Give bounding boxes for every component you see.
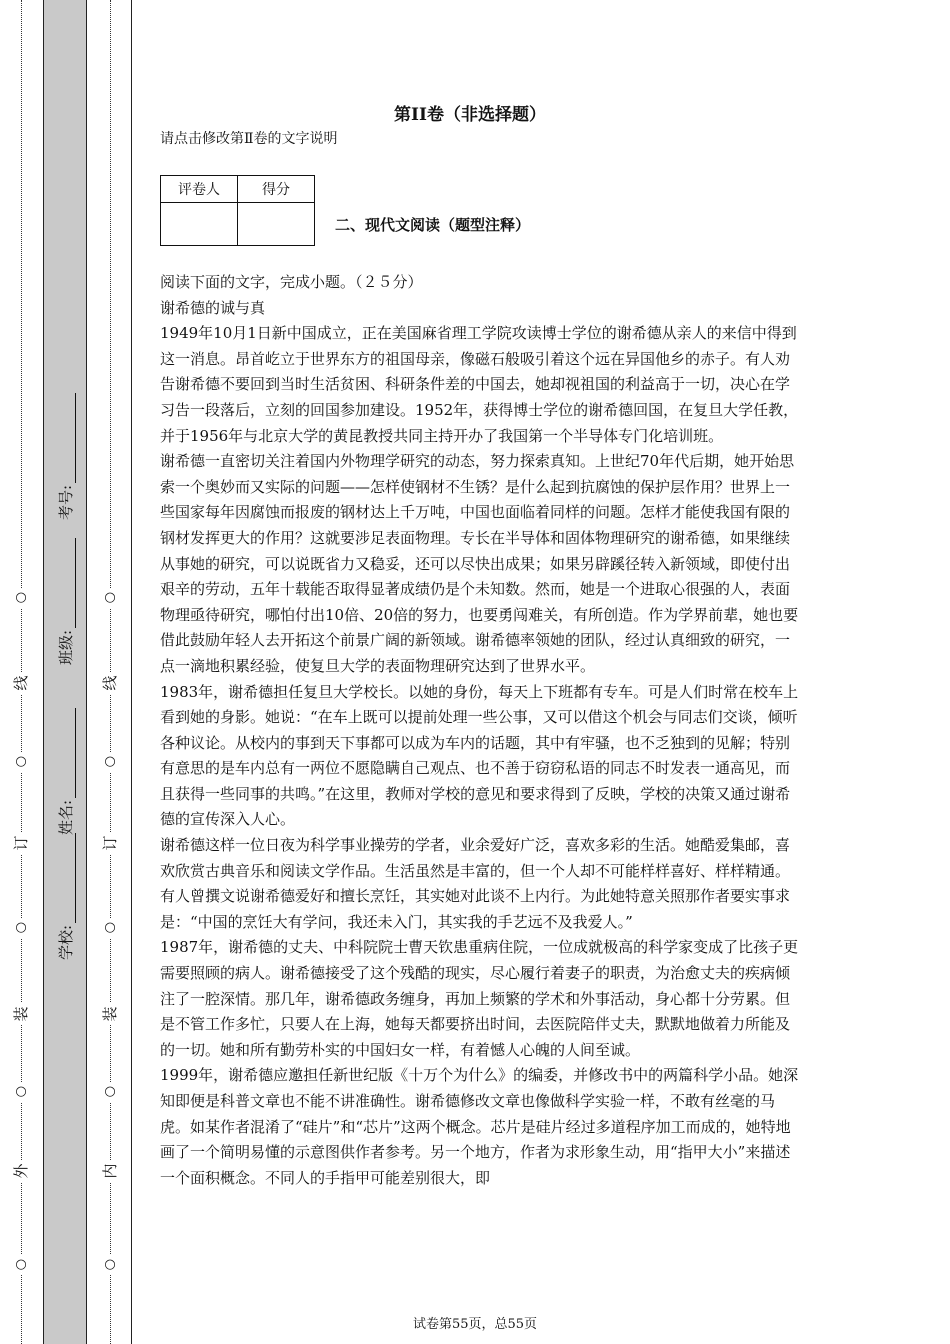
- inner-circle-mark: ○: [100, 588, 120, 608]
- inner-ding-mark: 订: [99, 832, 121, 854]
- margin-rule-3: [131, 0, 132, 1344]
- exam-no-field[interactable]: [55, 393, 76, 520]
- name-field[interactable]: [55, 708, 76, 835]
- outer-circle-mark: ○: [11, 1082, 31, 1102]
- passage-title: 谢希德的诚与真: [160, 298, 266, 317]
- grader-header: 评卷人: [161, 176, 238, 203]
- school-field[interactable]: [55, 833, 76, 960]
- class-field[interactable]: [55, 538, 76, 665]
- paragraph: 1949年10月1日新中国成立，正在美国麻省理工学院攻读博士学位的谢希德从亲人的来信中得到这一消息。昂首屹立于世界东方的祖国母亲，像磁石般吸引着这个远在异国他乡的赤子。有人劝告谢希德不要回到当时生活贫困、科研条件差的中国去，她却视祖国的利益高于一切，决心在学习告一段落后，立刻的回国参加建设。1952年，获得博士学位的谢希德回国，在复旦大学任教，并于1956年与北京大学的黄昆教授共同主持开办了我国第一个半导体专门化培训班。: [160, 324, 799, 445]
- outer-circle-mark: ○: [11, 918, 31, 938]
- inner-circle-mark: ○: [100, 1255, 120, 1275]
- page-title: 第II卷（非选择题）: [394, 105, 546, 125]
- binding-margin: [0, 0, 135, 1344]
- inner-zhuang-mark: 装: [99, 1003, 121, 1025]
- score-header: 得分: [238, 176, 315, 203]
- class-blank[interactable]: [61, 538, 76, 628]
- grader-cell[interactable]: [161, 203, 238, 246]
- reading-passage: [160, 270, 800, 1191]
- paragraph: 谢希德这样一位日夜为科学事业操劳的学者，业余爱好广泛，喜欢多彩的生活。她酷爱集邮，喜欢欣赏古典音乐和阅读文学作品。生活虽然是丰富的，但一个人却不可能样样喜好、样样精通。有人曾撰文说谢希德爱好和擅长烹饪，其实她对此谈不上内行。为此她特意关照那作者要实事求是：“中国的烹饪大有学问，我还未入门，其实我的手艺远不及我爱人。”: [160, 836, 791, 931]
- instruction: 阅读下面的文字，完成小题。（２５分）: [160, 273, 423, 291]
- outer-circle-mark: ○: [11, 752, 31, 772]
- section-title: 二、现代文阅读（题型注释）: [335, 216, 531, 234]
- paragraph: 1999年，谢希德应邀担任新世纪版《十万个为什么》的编委，并修改书中的两篇科学小品。她深知即便是科普文章也不能不讲准确性。谢希德修改文章也像做科学实验一样，不敢有丝毫的马虎。如某作者混淆了“硅片”和“芯片”这两个概念。芯片是硅片经过多道程序加工而成的，她特地画了一个简明易懂的示意图供作者参考。另一个地方，作者为求形象生动，用“指甲大小”来描述一个面积概念。不同人的手指甲可能差别很大，即: [160, 1066, 799, 1187]
- exam-no-label: 考号:: [57, 484, 75, 520]
- outer-xian-mark: 线: [10, 672, 32, 694]
- part-description[interactable]: 请点击修改第Ⅱ卷的文字说明: [160, 131, 338, 147]
- inner-circle-mark: ○: [100, 918, 120, 938]
- outer-circle-mark: ○: [11, 1255, 31, 1275]
- class-label: 班级:: [57, 629, 75, 665]
- score-table: [160, 175, 315, 246]
- school-label: 学校:: [57, 924, 75, 960]
- exam-no-blank[interactable]: [61, 393, 76, 483]
- paragraph: 1983年，谢希德担任复旦大学校长。以她的身份，每天上下班都有专车。可是人们时常在校车上看到她的身影。她说：“在车上既可以提前处理一些公事，又可以借这个机会与同志们交谈，倾听各种议论。从校内的事到天下事都可以成为车内的话题，其中有牢骚，也不乏独到的见解；特别有意思的是车内总有一两位不愿隐瞒自己观点、也不善于窃窃私语的同志不时发表一通高见，而且获得一些同事的共鸣。”在这里，教师对学校的意见和要求得到了反映，学校的决策又通过谢希德的宣传深入人心。: [160, 682, 799, 829]
- paragraph: 谢希德一直密切关注着国内外物理学研究的动态，努力探索真知。上世纪70年代后期，她开始思索一个奥妙而又实际的问题——怎样使钢材不生锈？是什么起到抗腐蚀的保护层作用？世界上一些国家每年因腐蚀而报废的钢材达上千万吨，中国也面临着同样的问题。怎样才能使我国有限的钢材发挥更大的作用？这就要涉足表面物理。专长在半导体和固体物理研究的谢希德，如果继续从事她的研究，可以说既省力又稳妥，还可以尽快出成果；如果另辟蹊径转入新领域，即使付出艰辛的劳动，五年十载能否取得显著成绩仍是个未知数。然而，她是一个进取心很强的人，表面物理亟待研究，哪怕付出10倍、20倍的努力，也要勇闯难关，有所创造。作为学界前辈，她也要借此鼓励年轻人去开拓这个前景广阔的新领域。谢希德率领她的团队，经过认真细致的研究，一点一滴地积累经验，使复旦大学的表面物理研究达到了世界水平。: [160, 452, 799, 675]
- inner-circle-mark: ○: [100, 1082, 120, 1102]
- name-blank[interactable]: [61, 708, 76, 798]
- school-blank[interactable]: [61, 833, 76, 923]
- outer-ding-mark: 订: [10, 832, 32, 854]
- paragraph: 1987年，谢希德的丈夫、中科院院士曹天钦患重病住院，一位成就极高的科学家变成了比孩子更需要照顾的病人。谢希德接受了这个残酷的现实，尽心履行着妻子的职责，为治愈丈夫的疾病倾注了一腔深情。那几年，谢希德政务缠身，再加上频繁的学术和外事活动，身心都十分劳累。但是不管工作多忙，只要人在上海，她每天都要挤出时间，去医院陪伴丈夫，默默地做着力所能及的一切。她和所有勤劳朴实的中国妇女一样，有着憾人心魄的人间至诚。: [160, 938, 799, 1059]
- outer-zhuang-mark: 装: [10, 1003, 32, 1025]
- inner-xian-mark: 线: [99, 672, 121, 694]
- inner-side-label: 内: [99, 1160, 121, 1182]
- name-label: 姓名:: [57, 799, 75, 835]
- inner-circle-mark: ○: [100, 752, 120, 772]
- outer-circle-mark: ○: [11, 588, 31, 608]
- outer-side-label: 外: [10, 1160, 32, 1182]
- page-footer: 试卷第55页，总55页: [412, 1317, 538, 1332]
- margin-rule-2: [86, 0, 87, 1344]
- binding-gray-band: [44, 0, 86, 1344]
- score-cell[interactable]: [238, 203, 315, 246]
